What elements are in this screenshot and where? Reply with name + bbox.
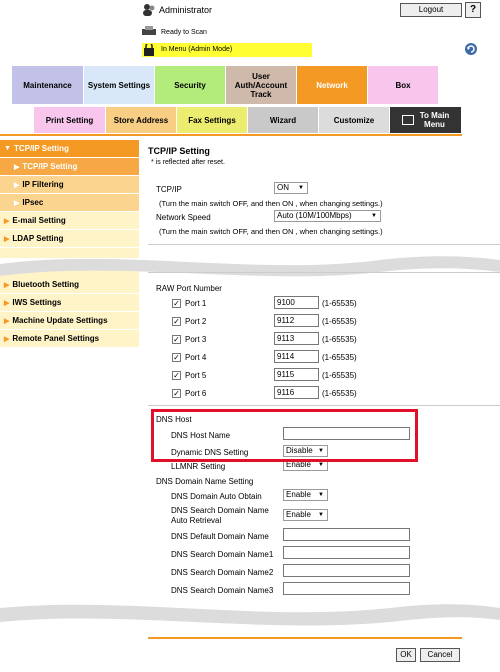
- port-4-input[interactable]: 9114: [274, 350, 319, 363]
- port-5-range: (1-65535): [322, 371, 357, 380]
- admin-icon: [142, 3, 156, 16]
- search-domain-3-label: DNS Search Domain Name3: [171, 586, 274, 595]
- divider: [148, 405, 500, 406]
- search-domain-2-label: DNS Search Domain Name2: [171, 568, 274, 577]
- page-break-wave: [0, 250, 500, 280]
- search-auto-label: DNS Search Domain Name: [171, 506, 269, 515]
- sidebar-item-iws-settings[interactable]: ▶ IWS Settings: [0, 294, 139, 312]
- port-3-checkbox[interactable]: ✓: [173, 335, 180, 344]
- tab-system-settings[interactable]: System Settings: [84, 66, 155, 104]
- port-2-range: (1-65535): [322, 317, 357, 326]
- ddns-label: Dynamic DNS Setting: [171, 448, 249, 457]
- port-1-checkbox[interactable]: ✓: [173, 299, 180, 308]
- tcpip-select[interactable]: ON ▼: [274, 182, 308, 194]
- cancel-button[interactable]: Cancel: [420, 648, 460, 662]
- page-break-wave: [0, 596, 500, 628]
- sidebar-subitem-ip-filtering[interactable]: ▶ IP Filtering: [0, 176, 139, 194]
- port-6-input[interactable]: 9116: [274, 386, 319, 399]
- dns-host-title: DNS Host: [156, 415, 192, 424]
- default-domain-input[interactable]: [283, 528, 410, 541]
- menu-grid-icon: [402, 115, 414, 125]
- tab-security[interactable]: Security: [155, 66, 226, 104]
- dns-host-name-label: DNS Host Name: [171, 431, 231, 440]
- port-6-label: Port 6: [185, 389, 207, 398]
- sidebar-item-ldap-setting[interactable]: ▶ LDAP Setting: [0, 230, 139, 248]
- auto-obtain-select[interactable]: Enable ▼: [283, 489, 328, 501]
- tab-network[interactable]: Network: [297, 66, 368, 104]
- logout-button[interactable]: Logout: [400, 3, 462, 17]
- search-auto-select[interactable]: Enable ▼: [283, 509, 328, 521]
- help-button[interactable]: ?: [465, 2, 481, 18]
- search-domain-1-label: DNS Search Domain Name1: [171, 550, 274, 559]
- tcpip-label: TCP/IP: [156, 185, 182, 194]
- refresh-icon[interactable]: [464, 42, 478, 56]
- tab-store-address[interactable]: Store Address: [106, 107, 177, 133]
- default-domain-label: DNS Default Domain Name: [171, 532, 269, 541]
- port-1-range: (1-65535): [322, 299, 357, 308]
- port-5-label: Port 5: [185, 371, 207, 380]
- tab-maintenance[interactable]: Maintenance: [12, 66, 84, 104]
- status-text: Ready to Scan: [161, 29, 207, 36]
- network-speed-select[interactable]: Auto (10M/100Mbps) ▼: [274, 210, 381, 222]
- tab-fax-settings[interactable]: Fax Settings: [177, 107, 248, 133]
- port-3-range: (1-65535): [322, 335, 357, 344]
- search-domain-2-input[interactable]: [283, 564, 410, 577]
- sidebar-item-remote-panel[interactable]: ▶ Remote Panel Settings: [0, 330, 139, 348]
- ddns-select[interactable]: Disable ▼: [283, 445, 328, 457]
- to-main-menu-button[interactable]: To Main Menu: [390, 107, 462, 133]
- sidebar-subitem-ipsec[interactable]: ▶ IPsec: [0, 194, 139, 212]
- speed-label: Network Speed: [156, 213, 211, 222]
- search-auto-label-line2: Auto Retrieval: [171, 516, 222, 525]
- chevron-down-icon: ▼: [371, 213, 377, 219]
- user-name: Administrator: [159, 5, 213, 15]
- port-1-label: Port 1: [185, 299, 207, 308]
- port-6-range: (1-65535): [322, 389, 357, 398]
- port-5-input[interactable]: 9115: [274, 368, 319, 381]
- search-domain-1-input[interactable]: [283, 546, 410, 559]
- footer-line: [148, 637, 462, 639]
- chevron-down-icon: ▼: [318, 448, 324, 454]
- llmnr-label: LLMNR Setting: [171, 462, 226, 471]
- auto-obtain-label: DNS Domain Auto Obtain: [171, 492, 262, 501]
- port-4-checkbox[interactable]: ✓: [173, 353, 180, 362]
- sidebar-item-email-setting[interactable]: ▶ E-mail Setting: [0, 212, 139, 230]
- sidebar-item-machine-update[interactable]: ▶ Machine Update Settings: [0, 312, 139, 330]
- lock-icon: [143, 44, 155, 56]
- divider: [148, 272, 500, 273]
- tab-wizard[interactable]: Wizard: [248, 107, 319, 133]
- port-2-checkbox[interactable]: ✓: [173, 317, 180, 326]
- dns-domain-title: DNS Domain Name Setting: [156, 477, 254, 486]
- tab-customize[interactable]: Customize: [319, 107, 390, 133]
- chevron-down-icon: ▼: [318, 462, 324, 468]
- sidebar-item-tcpip-setting[interactable]: ▼ TCP/IP Setting: [0, 140, 139, 158]
- speed-note: (Turn the main switch OFF, and then ON , when changing settings.): [159, 227, 383, 236]
- tab-box[interactable]: Box: [368, 66, 439, 104]
- page-title: TCP/IP Setting: [148, 146, 210, 156]
- dns-highlight-box: [151, 409, 418, 462]
- port-2-input[interactable]: 9112: [274, 314, 319, 327]
- mode-text: In Menu (Admin Mode): [161, 46, 233, 53]
- raw-port-title: RAW Port Number: [156, 284, 222, 293]
- divider: [148, 244, 500, 245]
- port-1-input[interactable]: 9100: [274, 296, 319, 309]
- port-4-range: (1-65535): [322, 353, 357, 362]
- tab-print-setting[interactable]: Print Setting: [34, 107, 106, 133]
- chevron-down-icon: ▼: [318, 512, 324, 518]
- sidebar-item-bluetooth-setting[interactable]: ▶ Bluetooth Setting: [0, 276, 139, 294]
- port-3-input[interactable]: 9113: [274, 332, 319, 345]
- chevron-down-icon: ▼: [298, 185, 304, 191]
- sidebar-subitem-tcpip-setting[interactable]: ▶ TCP/IP Setting: [0, 158, 139, 176]
- chevron-down-icon: ▼: [318, 492, 324, 498]
- port-6-checkbox[interactable]: ✓: [173, 389, 180, 398]
- port-3-label: Port 3: [185, 335, 207, 344]
- port-2-label: Port 2: [185, 317, 207, 326]
- reset-note: * is reflected after reset.: [151, 159, 225, 166]
- port-4-label: Port 4: [185, 353, 207, 362]
- port-5-checkbox[interactable]: ✓: [173, 371, 180, 380]
- tab-user-auth[interactable]: User Auth/Account Track: [226, 66, 297, 104]
- tab-underline: [0, 134, 462, 136]
- ok-button[interactable]: OK: [396, 648, 416, 662]
- llmnr-select[interactable]: Enable ▼: [283, 459, 328, 471]
- printer-icon: [142, 26, 156, 36]
- tcpip-note: (Turn the main switch OFF, and then ON , when changing settings.): [159, 199, 383, 208]
- search-domain-3-input[interactable]: [283, 582, 410, 595]
